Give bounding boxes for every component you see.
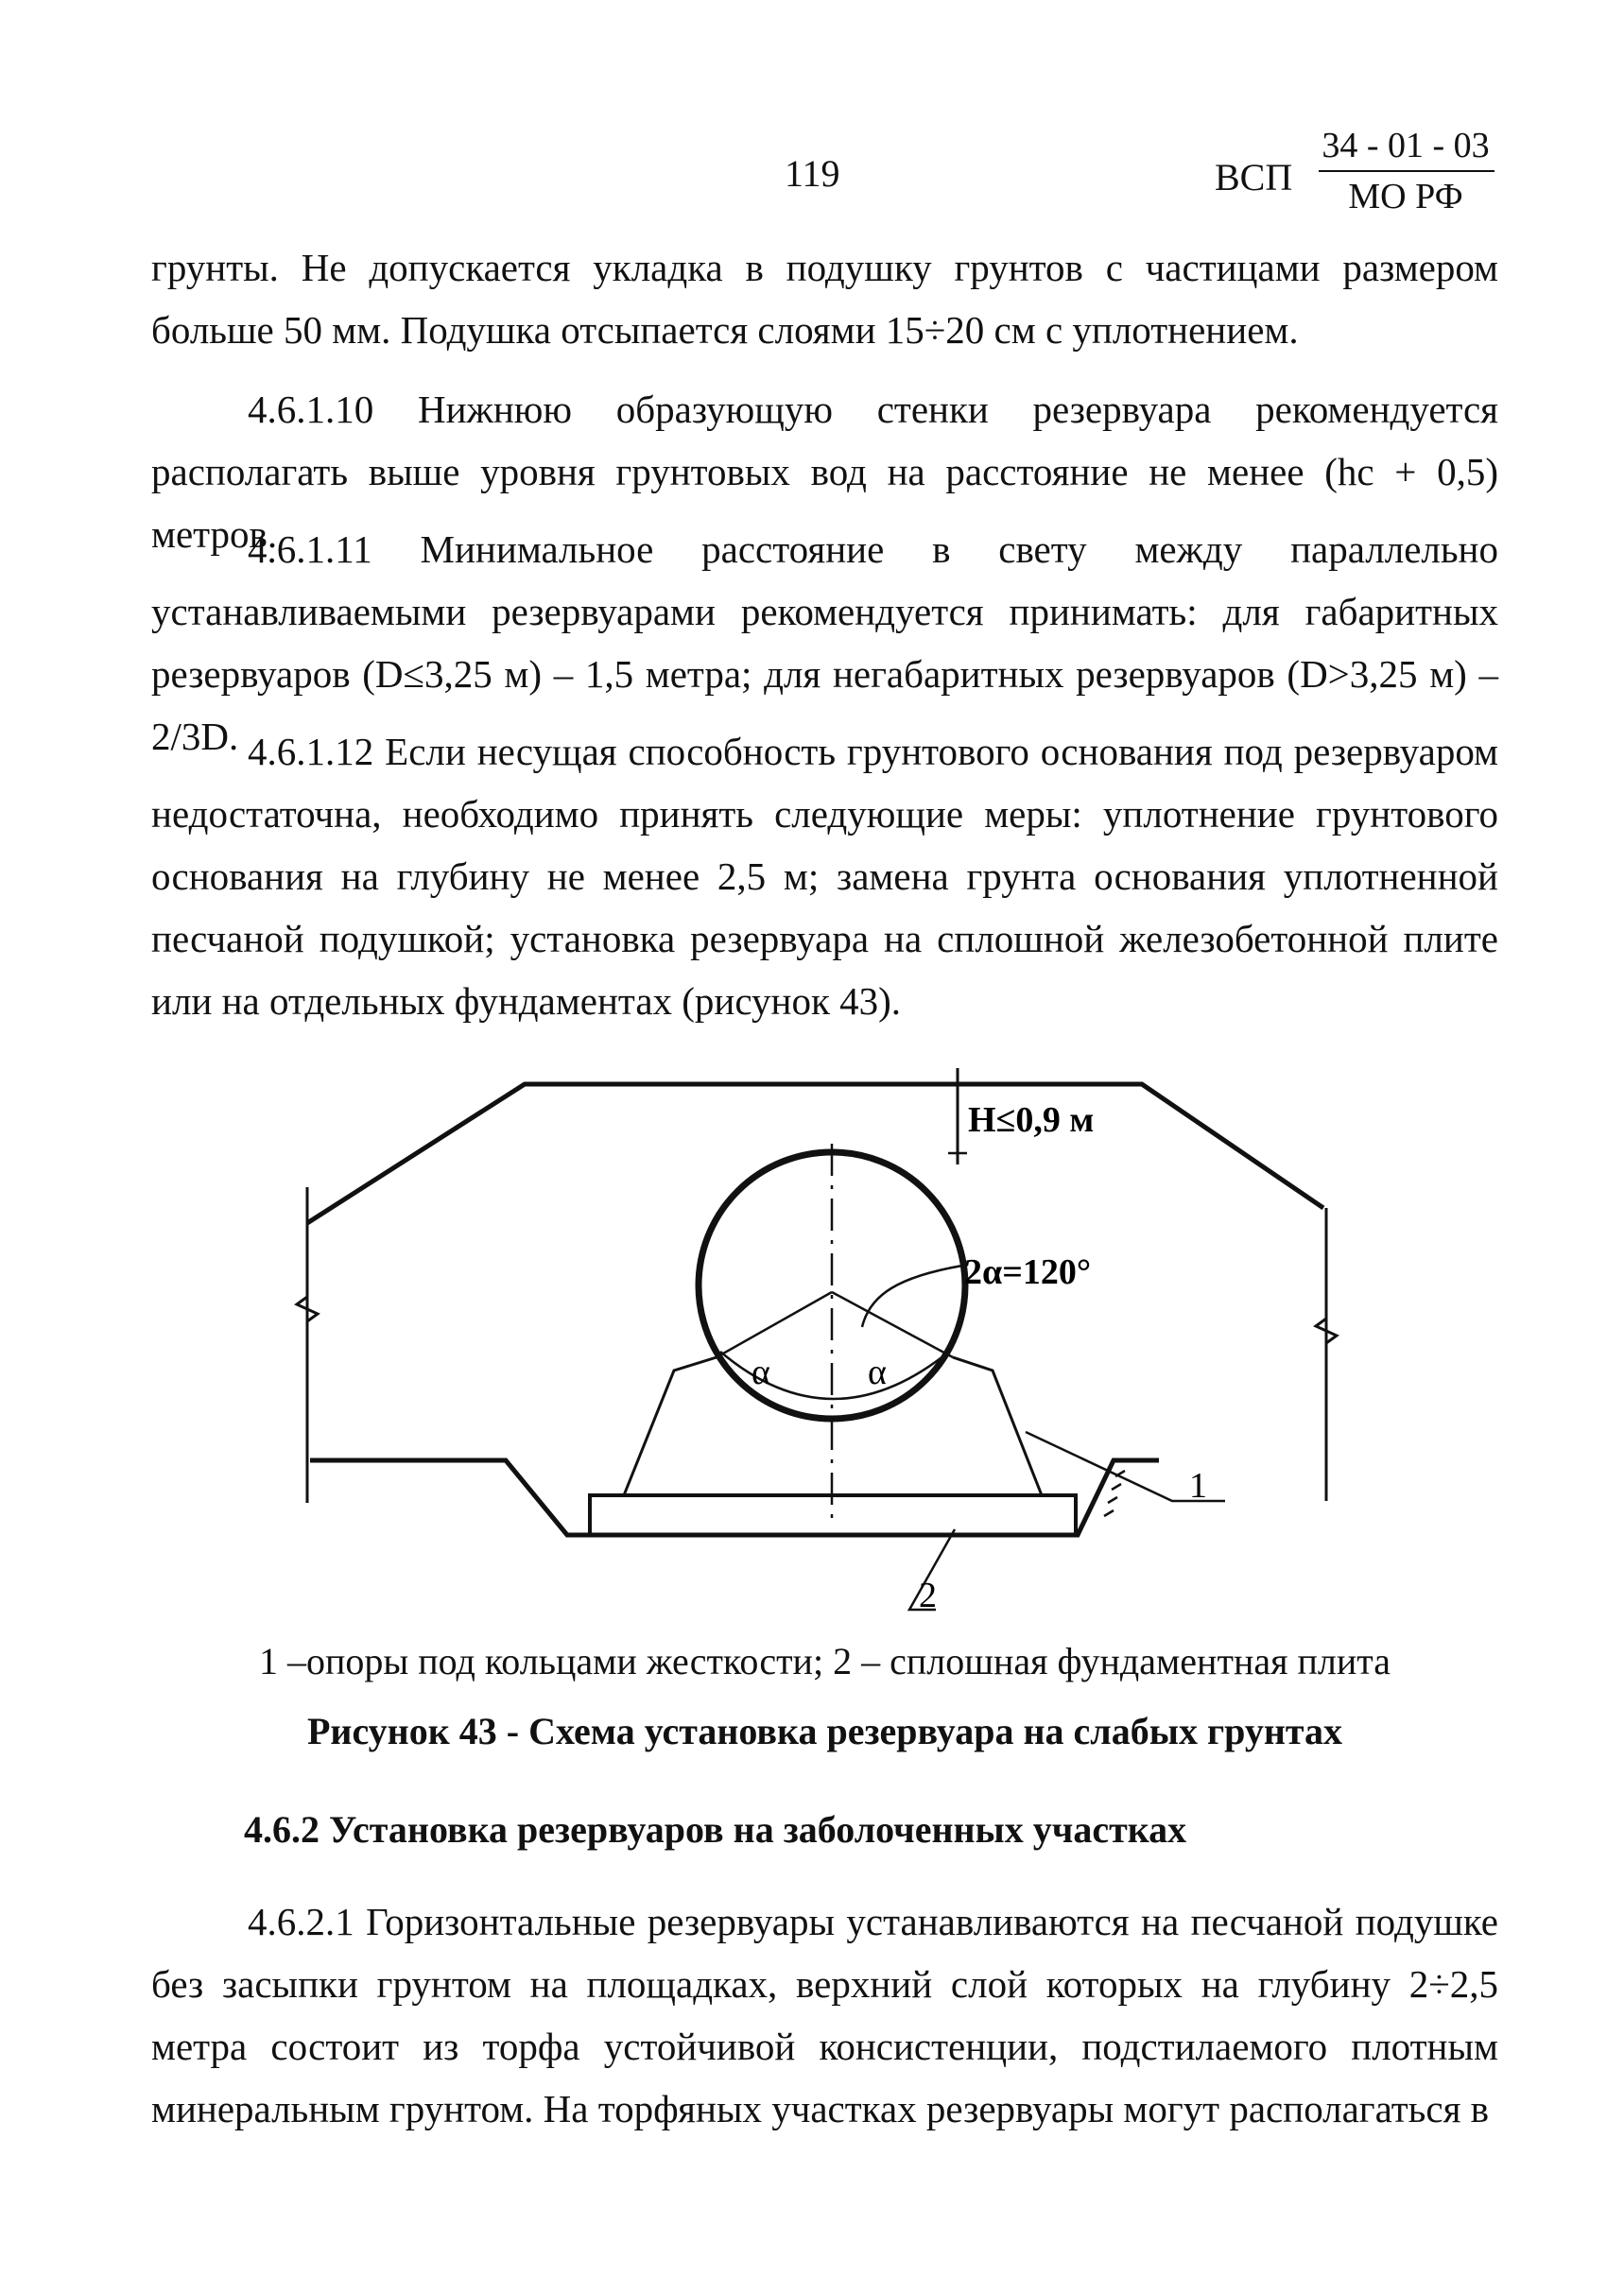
alpha-left-label: α [752, 1353, 770, 1392]
support-left [624, 1357, 717, 1495]
figure-legend: 1 –опоры под кольцами жесткости; 2 – сплошная фундаментная плита [258, 1640, 1391, 1682]
paragraph-4-6-1-10: 4.6.1.10 Нижнюю образующую стенки резервуара рекомендуется располагать выше уровня грунтовых вод на расстояние не менее (hс + 0,5) метров. [151, 388, 1498, 556]
support-right [953, 1357, 1042, 1495]
paragraph-4-6-2-1: 4.6.2.1 Горизонтальные резервуары устанавливаются на песчаной подушке без засыпки грунтом на площадках, верхний слой которых на глубину 2÷2,5 метра состоит из торфа устойчивой консистенции, подстилаемого плотным минеральным грунтом. На торфяных участках резервуары могут располагаться в [151, 1900, 1498, 2130]
callout-2-label: 2 [919, 1576, 937, 1615]
figure-title: Рисунок 43 - Схема установка резервуара на слабых грунтах [306, 1710, 1343, 1752]
section-heading: 4.6.2 Установка резервуаров на заболоченных участках [244, 1808, 1187, 1851]
paragraph-soil-cushion: грунты. Не допускается укладка в подушку грунтов с частицами размером больше 50 мм. Подушка отсыпается слоями 15÷20 см с уплотнением. [151, 246, 1498, 352]
callout-1-label: 1 [1189, 1466, 1207, 1506]
paragraph-4-6-1-12: 4.6.1.12 Если несущая способность грунтового основания под резервуаром недостаточна, необходимо принять следующие меры: уплотнение грунтового основания на глубину не менее 2,5 м; замена грунта основания уплотненной песчаной подушкой; установка резервуара на сплошной железобетонной плите или на отдельных фундаментах (рисунок 43). [151, 730, 1498, 1023]
alpha-right-label: α [868, 1353, 887, 1392]
document-code-denominator: МО РФ [1348, 177, 1463, 216]
angle-label: 2α=120° [964, 1252, 1092, 1292]
document-code-numerator: 34 - 01 - 03 [1322, 126, 1490, 165]
angle-ray-right [832, 1292, 953, 1357]
angle-ray-left [717, 1292, 832, 1357]
page-number: 119 [785, 152, 840, 195]
paragraph-4-6-1-11: 4.6.1.11 Минимальное расстояние в свету между параллельно устанавливаемыми резервуарами рекомендуется принимать: для габаритных резервуаров (D≤3,25 м) – 1,5 метра; для негабаритных резервуаров (D>3,25 м) – 2/3D. [151, 527, 1498, 758]
document-code-prefix: ВСП [1215, 156, 1293, 198]
depth-label: Н≤0,9 м [968, 1100, 1095, 1140]
